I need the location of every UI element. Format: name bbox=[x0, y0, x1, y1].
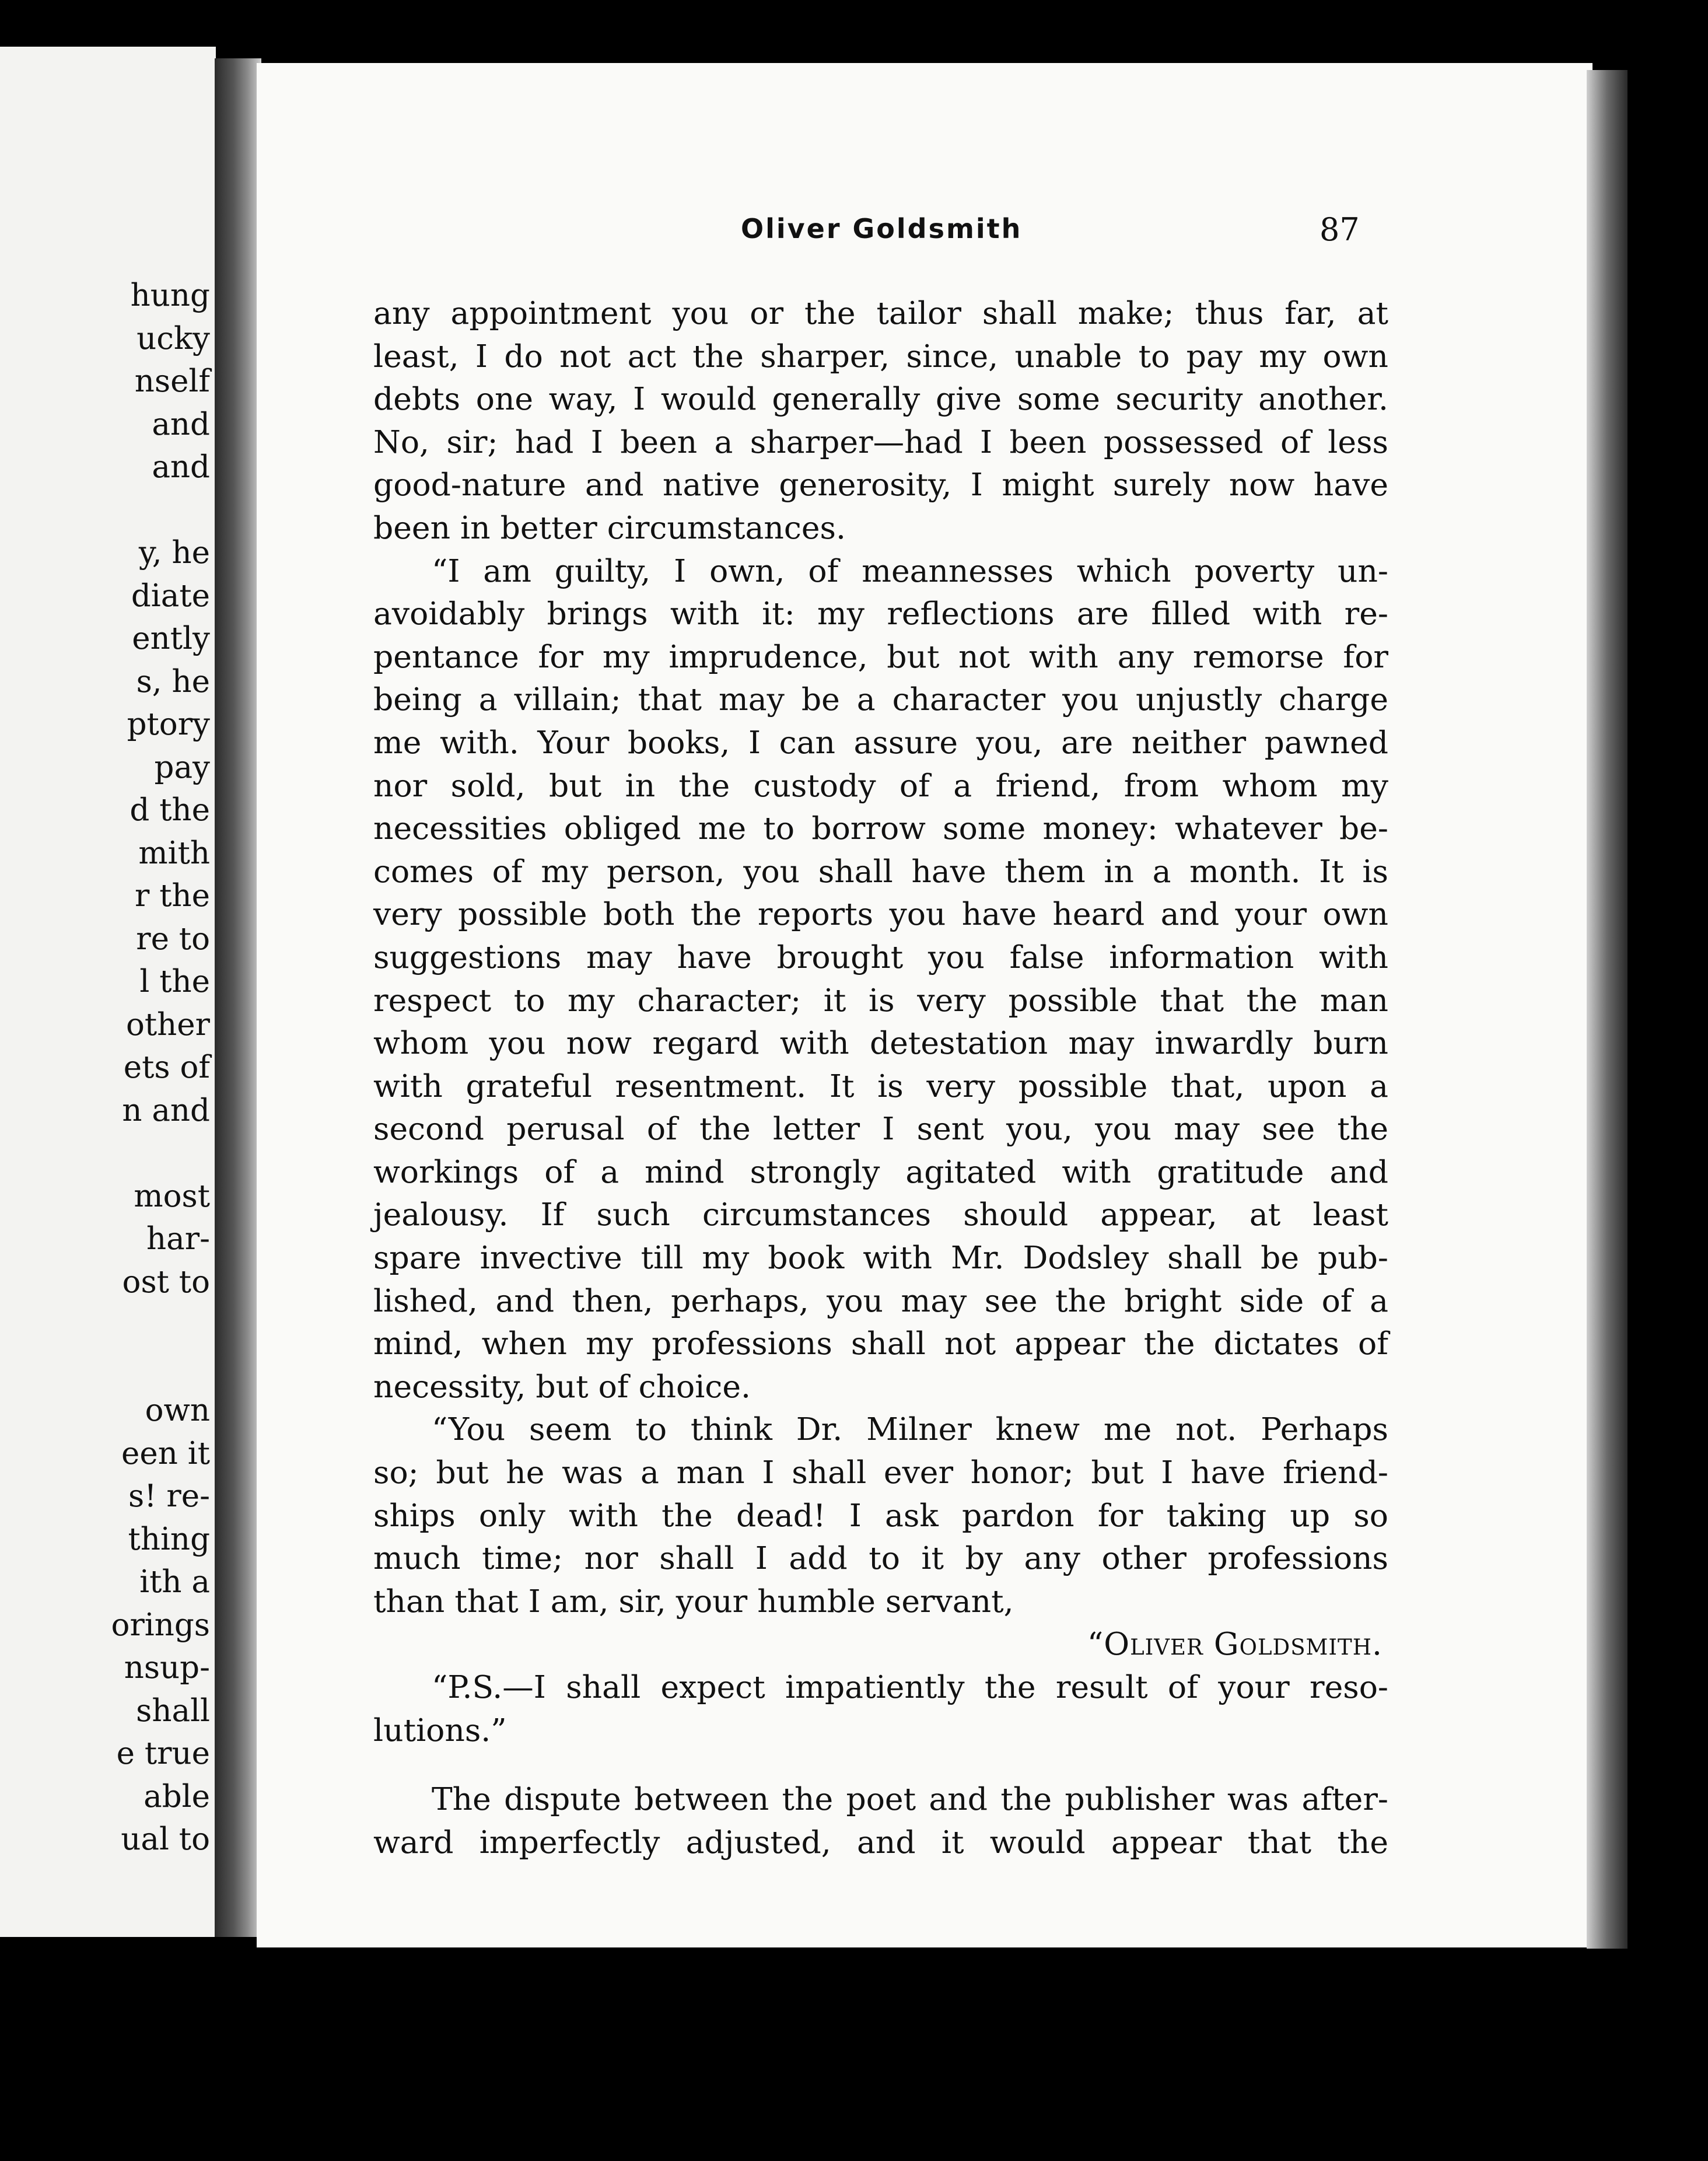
facing-page-text bbox=[0, 274, 210, 1861]
facing-line bbox=[0, 1303, 210, 1347]
facing-line: ith a bbox=[139, 1564, 210, 1600]
text-line: least, I do not act the sharper, since, unable to pay my own bbox=[373, 337, 1388, 375]
facing-line: shall bbox=[136, 1693, 210, 1729]
paragraph-gap bbox=[373, 1751, 1388, 1778]
facing-line: most bbox=[134, 1178, 210, 1214]
facing-line: ptory bbox=[127, 707, 210, 742]
facing-line: s, he bbox=[136, 663, 210, 700]
facing-line: other bbox=[125, 1006, 210, 1043]
facing-line: mith bbox=[138, 835, 210, 871]
facing-line: har- bbox=[146, 1221, 210, 1257]
text-line: second perusal of the letter I sent you, you may see the bbox=[373, 1110, 1388, 1148]
facing-line bbox=[0, 1132, 210, 1175]
text-line: whom you now regard with detestation may inwardly burn bbox=[373, 1024, 1388, 1062]
text-line: necessity, but of choice. bbox=[373, 1368, 751, 1405]
facing-line: able bbox=[144, 1778, 210, 1814]
facing-line: l the bbox=[139, 964, 210, 999]
text-line: spare invective till my book with Mr. Dodsley shall be pub- bbox=[373, 1239, 1388, 1277]
facing-line: hung bbox=[130, 278, 210, 313]
facing-line: own bbox=[145, 1393, 210, 1428]
text-line: being a villain; that may be a character you unjustly charge bbox=[373, 681, 1388, 718]
text-line: pentance for my imprudence, but not with any remorse for bbox=[373, 638, 1388, 675]
text-line: debts one way, I would generally give some security another. bbox=[373, 380, 1388, 418]
page-number: 87 bbox=[1320, 211, 1360, 248]
facing-line: thing bbox=[128, 1521, 210, 1557]
text-line: me with. Your books, I can assure you, are neither pawned bbox=[373, 723, 1388, 761]
text-line: ward imperfectly adjusted, and it would appear that the bbox=[373, 1823, 1388, 1861]
facing-line: pay bbox=[154, 749, 210, 785]
facing-line: r the bbox=[135, 878, 210, 914]
text-line: workings of a mind strongly agitated with gratitude and bbox=[373, 1153, 1388, 1190]
text-line: so; but he was a man I shall ever honor; but I have friend- bbox=[373, 1454, 1388, 1491]
facing-line: ently bbox=[132, 621, 210, 656]
text-line: jealousy. If such circumstances should appear, at least bbox=[373, 1196, 1388, 1233]
facing-line: and bbox=[152, 449, 210, 485]
facing-line: orings bbox=[111, 1607, 210, 1643]
text-line: good-nature and native generosity, I might surely now have bbox=[373, 466, 1388, 503]
facing-line: re to bbox=[136, 921, 210, 957]
facing-line: and bbox=[152, 406, 210, 442]
facing-line: ets of bbox=[123, 1050, 210, 1085]
text-line: “You seem to think Dr. Milner knew me not. Perhaps bbox=[432, 1411, 1388, 1448]
facing-line: n and bbox=[122, 1092, 210, 1128]
text-line: much time; nor shall I add to it by any other professions bbox=[373, 1540, 1388, 1577]
facing-line: ost to bbox=[122, 1264, 210, 1300]
text-line: ships only with the dead! I ask pardon for taking up so bbox=[373, 1496, 1388, 1534]
facing-line: y, he bbox=[138, 535, 210, 571]
facing-line bbox=[0, 1347, 210, 1390]
text-line: avoidably brings with it: my reflections are filled with re- bbox=[373, 595, 1388, 632]
text-line: “P.S.—I shall expect impatiently the result of your reso- bbox=[432, 1669, 1388, 1705]
text-line: No, sir; had I been a sharper—had I been possessed of less bbox=[373, 423, 1388, 460]
facing-line bbox=[0, 489, 210, 532]
facing-line: nself bbox=[134, 363, 210, 399]
facing-line: d the bbox=[130, 792, 210, 828]
facing-line: e true bbox=[116, 1736, 210, 1771]
text-line: very possible both the reports you have heard and your own bbox=[373, 896, 1388, 933]
body-text bbox=[373, 292, 1388, 1863]
text-line: lished, and then, perhaps, you may see the bright side of a bbox=[373, 1282, 1388, 1319]
facing-line: s! re- bbox=[128, 1478, 210, 1514]
text-line: than that I am, sir, your humble servant, bbox=[373, 1582, 1014, 1620]
facing-line: ual to bbox=[121, 1821, 210, 1857]
text-line: nor sold, but in the custody of a friend, from whom my bbox=[373, 767, 1388, 804]
facing-line: ucky bbox=[136, 320, 210, 356]
text-line: comes of my person, you shall have them in a month. It is bbox=[373, 852, 1388, 890]
text-line: “I am guilty, I own, of meannesses which poverty un- bbox=[432, 552, 1388, 589]
text-line: suggestions may have brought you false information with bbox=[373, 938, 1388, 975]
text-line: any appointment you or the tailor shall make; thus far, at bbox=[373, 295, 1388, 331]
facing-line: diate bbox=[131, 578, 210, 614]
running-head: Oliver Goldsmith bbox=[741, 213, 1023, 244]
text-line: been in better circumstances. bbox=[373, 509, 846, 546]
facing-line: een it bbox=[121, 1435, 210, 1471]
text-line: lutions.” bbox=[373, 1711, 507, 1749]
text-line: The dispute between the poet and the publisher was after- bbox=[432, 1781, 1388, 1818]
text-line: respect to my character; it is very possible that the man bbox=[373, 981, 1388, 1019]
text-line: with grateful resentment. It is very possible that, upon a bbox=[373, 1067, 1388, 1104]
text-line: necessities obliged me to borrow some money: whatever be- bbox=[373, 810, 1388, 847]
page-edge bbox=[1587, 70, 1628, 1949]
signature: “Oliver Goldsmith. bbox=[1087, 1625, 1382, 1663]
book-gutter bbox=[215, 58, 261, 1937]
facing-line: nsup- bbox=[124, 1650, 210, 1686]
text-line: mind, when my professions shall not appear the dictates of bbox=[373, 1325, 1388, 1362]
